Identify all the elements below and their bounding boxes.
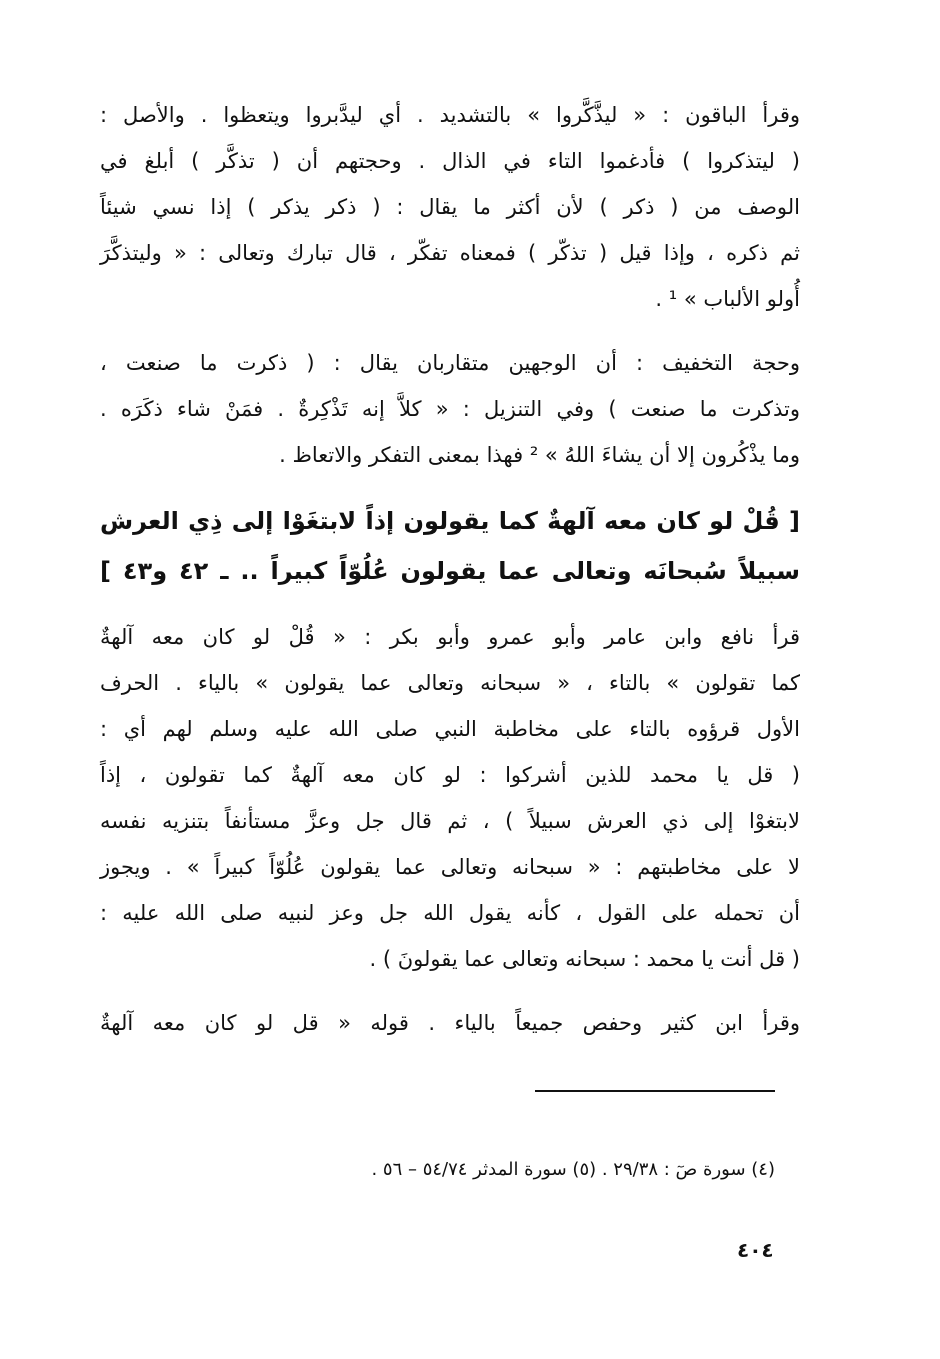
text-line: ( قل أنت يا محمد : سبحانه وتعالى عما يقولونَ ) . [369,947,800,971]
paragraph-ibn-kathir [100,1000,800,1046]
text-line: قرأ نافع وابن عامر وأبو عمرو وأبو بكر : « قُلْ لو كان معه آلهةٌ [100,625,800,649]
text-line: وما يذْكُرون إلا أن يشاءَ اللهُ » ² فهذا بمعنى التفكر والاتعاظ . [279,443,800,467]
text-line: الوصف من ( ذكر ) لأن أكثر ما يقال : ( ذكر يذكر ) إذا نسي شيئاً [100,195,800,219]
text-line: ثم ذكره ، وإذا قيل ( تذكّر ) فمعناه تفكّر ، قال تبارك وتعالى : « وليتذكَّرَ [100,241,800,265]
text-line: ( ليتذكروا ) فأدغموا التاء في الذال . وحجتهم أن ( تذكَّر ) أبلغ في [100,149,800,173]
verse-line: [ قُلْ لو كان معه آلهةٌ كما يقولون إذاً لابتغَوْا إلى ذِي العرش [100,507,800,535]
paragraph-tashdid [100,92,800,322]
paragraph-takhfif [100,340,800,478]
footnote: (٤) سورة صٓ : ٢٩/٣٨ . (٥) سورة المدثر ٥٤/٧٤ – ٥٦ . [371,1159,775,1180]
text-line: الأول قرؤوه بالتاء على مخاطبة النبي صلى الله عليه وسلم لهم أي : [100,717,800,741]
text-line: كما تقولون » بالتاء ، « سبحانه وتعالى عما يقولون » بالياء . الحرف [100,671,800,695]
footnote-separator [535,1090,775,1092]
paragraph-readings [100,614,800,982]
text-line: وتذكرت ما صنعت ) وفي التنزيل : « كلاَّ إنه تَذْكِرةٌ . فمَنْ شاء ذكَرَه . [100,397,800,421]
text-line: ( قل يا محمد للذين أشركوا : لو كان معه آلهةٌ كما تقولون ، إذاً [100,763,800,787]
text-line: أُولو الألباب » ¹ . [655,287,800,311]
page-number: ٤٠٤ [737,1238,774,1262]
text-line: وقرأ ابن كثير وحفص جميعاً بالياء . قوله « قل لو كان معه آلهةٌ [100,1011,800,1035]
page-body [100,92,800,1064]
text-line: لابتغوْا إلى ذي العرش سبيلاً ) ، ثم قال جل وعزَّ مستأنفاً بتنزيه نفسه [100,809,800,833]
quran-verse [100,496,800,596]
text-line: لا على مخاطبتهم : « سبحانه وتعالى عما يقولون عُلُوّاً كبيراً » . ويجوز [100,855,800,879]
text-line: وحجة التخفيف : أن الوجهين متقاربان يقال : ( ذكرت ما صنعت ، [100,351,800,375]
text-line: وقرأ الباقون : « ليذَّكَّروا » بالتشديد . أي ليدَّبروا ويتعظوا . والأصل : [100,103,800,127]
verse-line: سبيلاً سُبحانَه وتعالى عما يقولون عُلُوّاً كبيراً .. ـ ٤٢ و٤٣ ] [100,557,801,585]
text-line: أن تحمله على القول ، كأنه يقول الله جل وعز لنبيه صلى الله عليه : [100,901,800,925]
